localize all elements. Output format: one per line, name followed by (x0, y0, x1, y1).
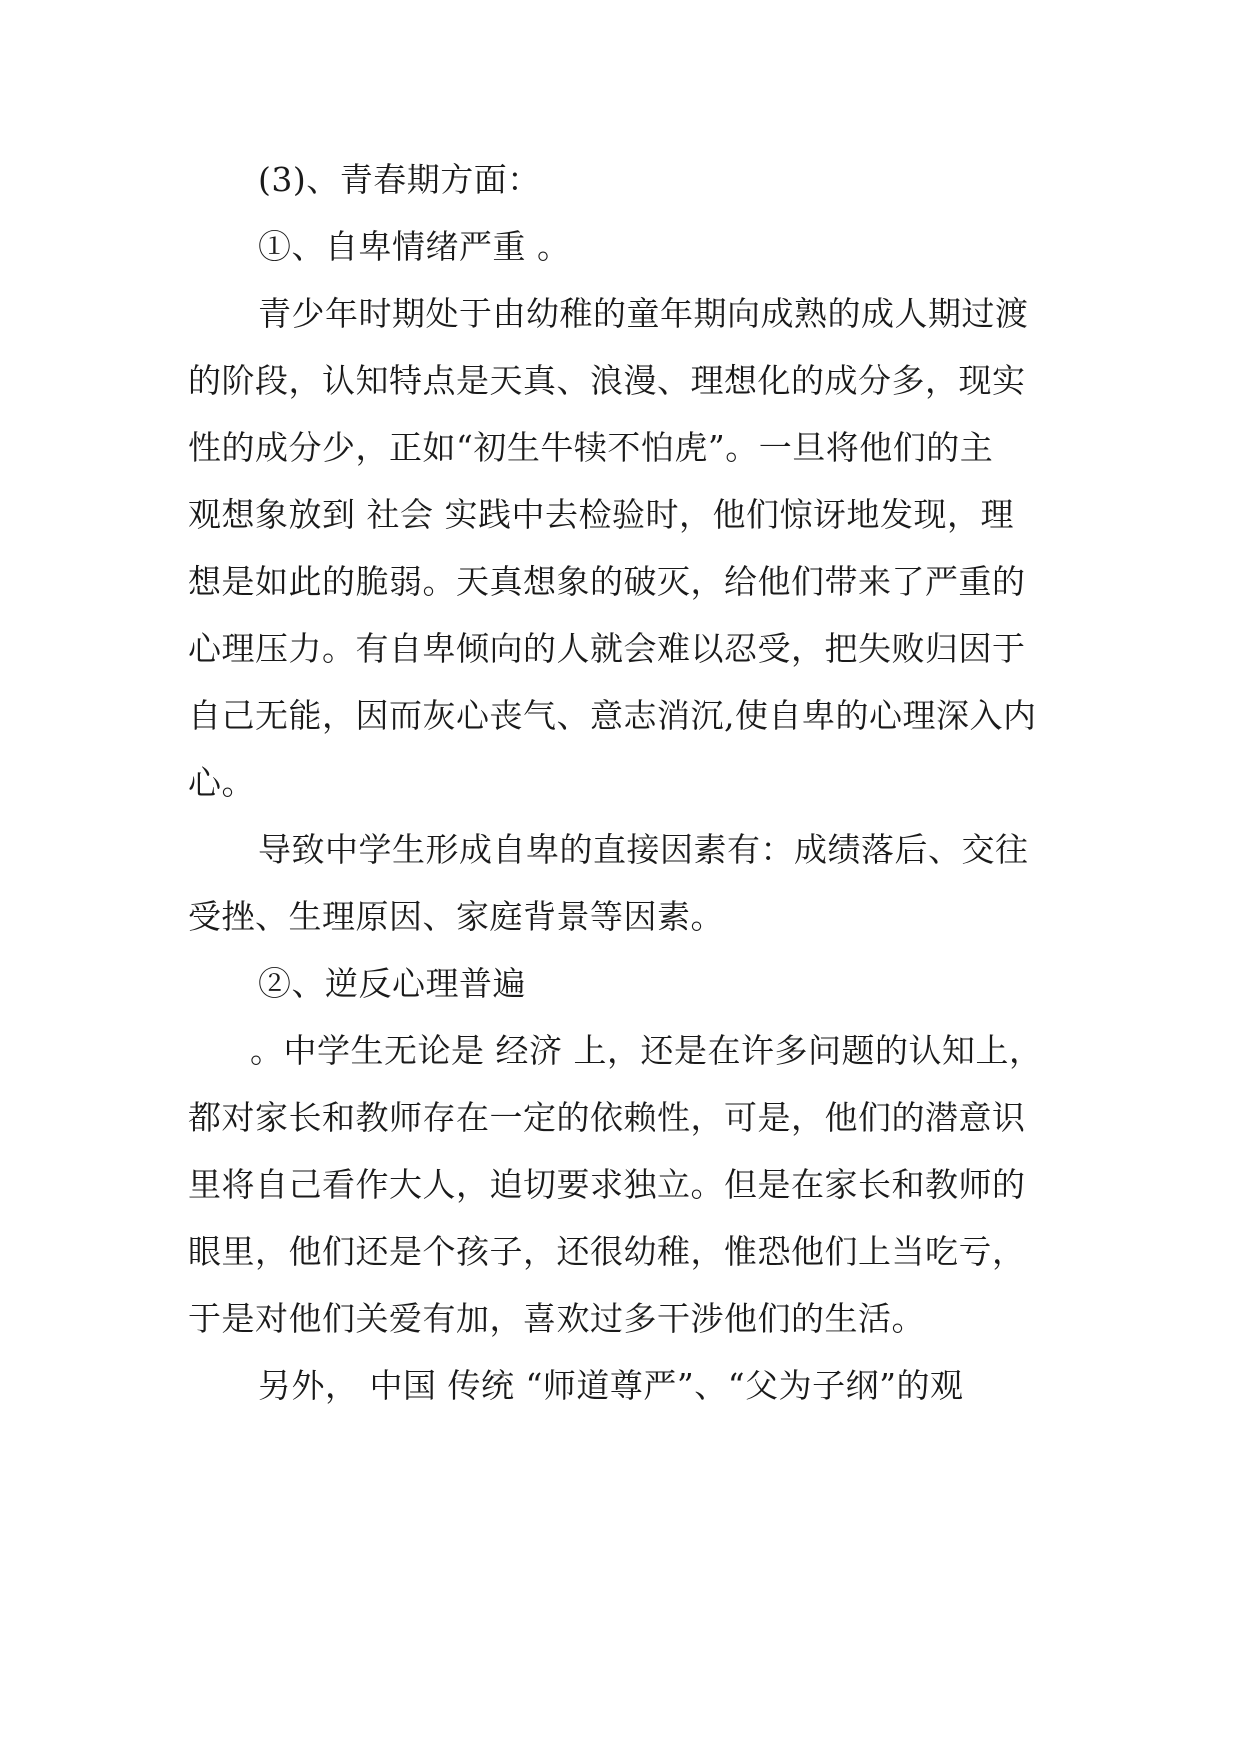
paragraph-line: 自己无能，因而灰心丧气、意志消沉,使自卑的心理深入内 (188, 696, 1037, 735)
subheading-inferiority: ①、自卑情绪严重 。 (258, 227, 571, 266)
paragraph-line: 。中学生无论是 经济 上，还是在许多问题的认知上， (250, 1031, 1043, 1070)
paragraph-line: 青少年时期处于由幼稚的童年期向成熟的成人期过渡 (258, 294, 1029, 333)
paragraph-line: 都对家长和教师存在一定的依赖性，可是，他们的潜意识 (188, 1098, 1026, 1137)
paragraph-line: 导致中学生形成自卑的直接因素有：成绩落后、交往 (258, 830, 1029, 869)
subheading-rebellion: ②、逆反心理普遍 (258, 964, 526, 1003)
paragraph-line: 观想象放到 社会 实践中去检验时，他们惊讶地发现，理 (188, 495, 1014, 534)
paragraph-line: 的阶段，认知特点是天真、浪漫、理想化的成分多，现实 (188, 361, 1026, 400)
paragraph-line: 心。 (188, 763, 255, 802)
paragraph-line: 眼里，他们还是个孩子，还很幼稚，惟恐他们上当吃亏， (188, 1232, 1026, 1271)
paragraph-line: 心理压力。有自卑倾向的人就会难以忍受，把失败归因于 (188, 629, 1026, 668)
paragraph-line: 想是如此的脆弱。天真想象的破灭，给他们带来了严重的 (188, 562, 1026, 601)
paragraph-line: 性的成分少，正如“初生牛犊不怕虎”。一旦将他们的主 (188, 428, 994, 467)
heading-adolescence: (3)、青春期方面： (258, 160, 541, 199)
paragraph-line: 另外， 中国 传统 “师道尊严”、“父为子纲”的观 (258, 1366, 964, 1405)
paragraph-line: 里将自己看作大人，迫切要求独立。但是在家长和教师的 (188, 1165, 1026, 1204)
paragraph-line: 受挫、生理原因、家庭背景等因素。 (188, 897, 724, 936)
paragraph-line: 于是对他们关爱有加，喜欢过多干涉他们的生活。 (188, 1299, 925, 1338)
